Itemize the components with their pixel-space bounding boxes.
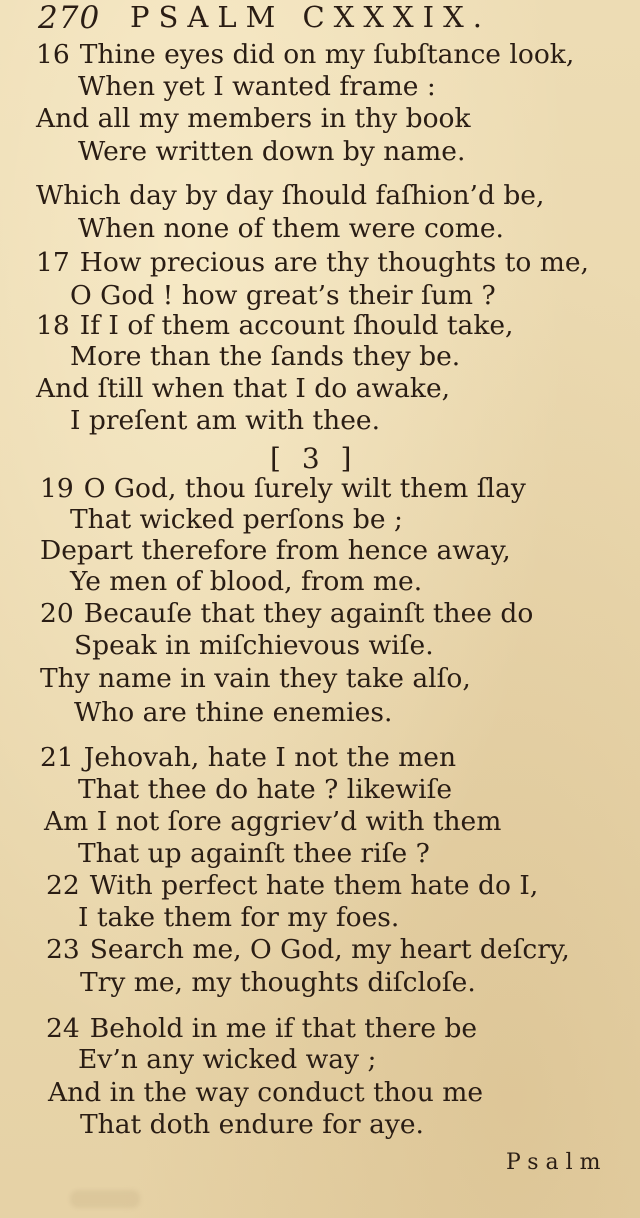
running-title: PSALM CXXXIX.: [130, 0, 491, 34]
verse-text: Speak in miſchievous wiſe.: [74, 630, 434, 661]
verse-text: Were written down by name.: [78, 136, 466, 167]
verse-number: 22: [46, 870, 80, 901]
verse-line: [78, 902, 400, 933]
verse-text: I take them for my foes.: [78, 902, 400, 933]
verse-text: And ſtill when that I do awake,: [36, 373, 451, 404]
verse-text: I preſent am with thee.: [70, 405, 380, 436]
verse-line: [78, 136, 466, 167]
verse-line: [70, 341, 461, 372]
verse-number: 23: [46, 934, 80, 965]
verse-number: 24: [46, 1013, 80, 1044]
verse-line: [36, 373, 451, 404]
verse-line: [36, 310, 514, 341]
verse-number: 21: [40, 742, 74, 773]
verse-number: 18: [36, 310, 70, 341]
verse-text: Try me, my thoughts diſcloſe.: [80, 967, 476, 998]
verse-text: O God, thou ſurely wilt them ſlay: [83, 473, 526, 504]
verse-line: [70, 405, 380, 436]
verse-line: [80, 967, 476, 998]
verse-line: [44, 806, 502, 837]
verse-line: [36, 247, 589, 278]
verse-line: [46, 934, 570, 965]
verse-number: 17: [36, 247, 70, 278]
verse-line: [78, 838, 430, 869]
catchword: Psalm: [506, 1150, 608, 1175]
verse-text: Becauſe that they againſt thee do: [83, 598, 534, 629]
verse-line: [36, 103, 471, 134]
verse-text: When yet I wanted frame :: [78, 71, 436, 102]
verse-line: [40, 473, 526, 504]
verse-text: Thy name in vain they take alſo,: [40, 663, 471, 694]
verse-line: [40, 598, 534, 629]
verse-text: More than the ſands they be.: [70, 341, 461, 372]
verse-line: [70, 280, 496, 311]
verse-text: How precious are thy thoughts to me,: [79, 247, 589, 278]
verse-text: When none of them were come.: [78, 213, 504, 244]
verse-line: [80, 1109, 424, 1140]
verse-text: O God ! how great’s their ſum ?: [70, 280, 496, 311]
stanza-marker: [ 3 ]: [270, 442, 358, 475]
verse-text: Search me, O God, my heart deſcry,: [89, 934, 570, 965]
verse-text: Thine eyes did on my ſubſtance look,: [79, 39, 575, 70]
verse-line: [46, 1013, 478, 1044]
verse-line: [78, 774, 453, 805]
verse-line: [78, 1044, 377, 1075]
verse-text: And in the way conduct thou me: [48, 1077, 484, 1108]
verse-line: [78, 213, 504, 244]
verse-text: Who are thine enemies.: [74, 697, 393, 728]
verse-number: 19: [40, 473, 74, 504]
page-number: 270: [38, 0, 101, 36]
paper-stain: [70, 1190, 140, 1208]
verse-text: That up againſt thee riſe ?: [78, 838, 430, 869]
verse-text: That wicked perſons be ;: [70, 504, 403, 535]
verse-text: That doth endure for aye.: [80, 1109, 424, 1140]
verse-number: 16: [36, 39, 70, 70]
verse-text: With perfect hate them hate do I,: [89, 870, 539, 901]
verse-text: If I of them account ſhould take,: [79, 310, 514, 341]
verse-text: And all my members in thy book: [36, 103, 471, 134]
verse-text: That thee do hate ? likewiſe: [78, 774, 453, 805]
verse-text: Am I not ſore aggriev’d with them: [44, 806, 502, 837]
verse-line: [40, 535, 511, 566]
verse-line: [70, 504, 403, 535]
verse-text: Which day by day ſhould faſhion’d be,: [36, 180, 545, 211]
verse-text: Depart therefore from hence away,: [40, 535, 511, 566]
verse-line: [70, 566, 423, 597]
verse-line: [36, 180, 545, 211]
verse-line: [74, 630, 434, 661]
verse-number: 20: [40, 598, 74, 629]
verse-line: [40, 663, 471, 694]
verse-line: [48, 1077, 484, 1108]
running-head: [0, 0, 640, 40]
verse-line: [40, 742, 457, 773]
verse-text: Jehovah, hate I not the men: [83, 742, 457, 773]
verse-line: [78, 71, 436, 102]
verse-line: [36, 39, 575, 70]
verse-line: [74, 697, 393, 728]
verse-text: Behold in me if that there be: [89, 1013, 478, 1044]
verse-line: [46, 870, 539, 901]
verse-text: Ye men of blood, from me.: [70, 566, 423, 597]
verse-text: Ev’n any wicked way ;: [78, 1044, 377, 1075]
